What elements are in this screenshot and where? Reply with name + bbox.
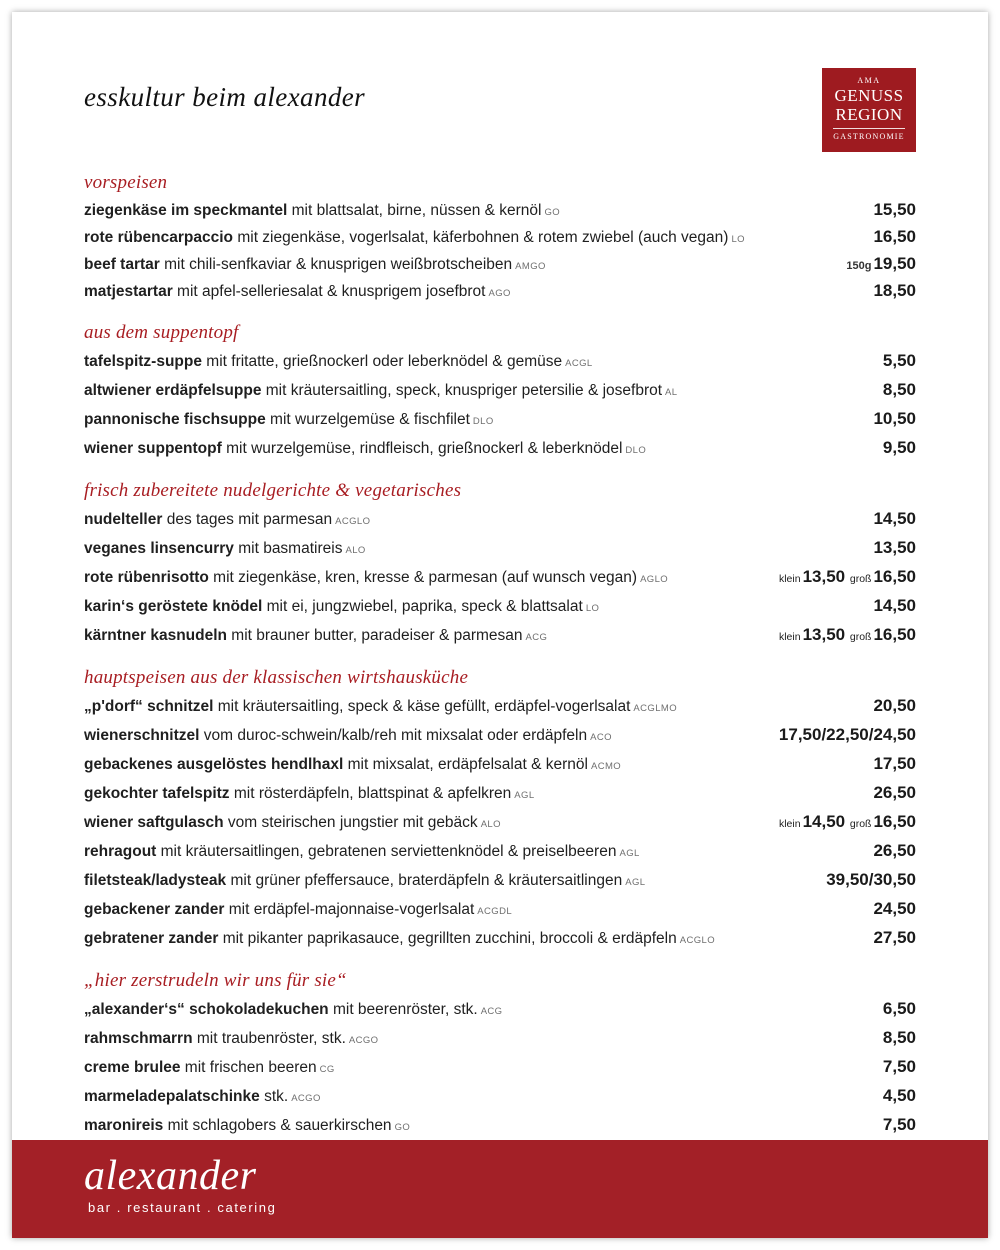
- menu-item-price: [769, 725, 916, 745]
- menu-item-price: [863, 538, 916, 558]
- menu-item-name: wiener suppentopf: [84, 440, 222, 457]
- menu-item-price: [873, 351, 916, 371]
- menu-item-detail: mit ei, jungzwiebel, paprika, speck & blattsalat: [262, 598, 583, 615]
- menu-item-detail: mit fritatte, grießnockerl oder leberknödel & gemüse: [201, 353, 563, 370]
- menu-item-detail: mit chili-senfkaviar & knusprigen weißbrotscheiben: [159, 256, 513, 273]
- menu-item: [84, 435, 916, 464]
- menu-item-detail: mit frischen beeren: [180, 1059, 317, 1076]
- menu-section: [84, 970, 916, 1141]
- price-value: 7,50: [882, 1115, 916, 1134]
- menu-header: [84, 60, 916, 156]
- price-value: 18,50: [873, 281, 916, 300]
- menu-section: [84, 322, 916, 464]
- menu-section: [84, 667, 916, 954]
- allergen-codes: AGL: [625, 877, 646, 888]
- allergen-codes: ACG: [480, 1006, 503, 1017]
- menu-item-name: rehragout: [84, 843, 157, 860]
- price-value: 20,50: [873, 696, 916, 715]
- menu-item: [84, 925, 916, 954]
- menu-item-price: [873, 1028, 916, 1048]
- price-value: 16,50: [873, 625, 916, 644]
- menu-item-detail: mit beerenröster, stk.: [328, 1001, 478, 1018]
- price-size-label: groß: [849, 573, 872, 585]
- menu-item-price: [863, 281, 916, 301]
- menu-item-detail: mit apfel-selleriesalat & knusprigem josefbrot: [172, 283, 486, 300]
- price-value: 16,50: [873, 812, 916, 831]
- menu-item-description: [84, 381, 873, 403]
- price-value: 13,50: [802, 567, 846, 586]
- menu-item-description: [84, 1058, 873, 1080]
- price-value: 14,50: [873, 509, 916, 528]
- section-title: „hier zerstrudeln wir uns für sie“: [84, 970, 347, 991]
- menu-item: [84, 622, 916, 651]
- menu-item-detail: mit schlagobers & sauerkirschen: [163, 1117, 392, 1134]
- menu-item-price: [863, 200, 916, 220]
- menu-item: [84, 593, 916, 622]
- menu-item: [84, 722, 916, 751]
- allergen-codes: ALO: [480, 819, 501, 830]
- allergen-codes: ACGDL: [477, 906, 513, 917]
- menu-item-name: rote rübencarpaccio: [84, 229, 234, 246]
- menu-item: [84, 867, 916, 896]
- allergen-codes: GO: [394, 1122, 411, 1133]
- menu-item-name: rote rübenrisotto: [84, 569, 209, 586]
- allergen-codes: AGO: [488, 288, 511, 299]
- menu-item-description: [84, 1000, 873, 1022]
- menu-item-name: veganes linsencurry: [84, 540, 234, 557]
- menu-item: [84, 279, 916, 306]
- menu-item-detail: mit blattsalat, birne, nüssen & kernöl: [287, 202, 542, 219]
- menu-item-price: [863, 509, 916, 529]
- menu-item-name: creme brulee: [84, 1059, 181, 1076]
- menu-item-name: wienerschnitzel: [84, 727, 200, 744]
- price-value: 26,50: [873, 841, 916, 860]
- menu-section: [84, 480, 916, 651]
- allergen-codes: AGLO: [640, 574, 669, 585]
- menu-item-description: [84, 510, 863, 532]
- menu-item-detail: des tages mit parmesan: [162, 511, 333, 528]
- price-value: 5,50: [882, 351, 916, 370]
- allergen-codes: CG: [319, 1064, 335, 1075]
- menu-item-price: [863, 783, 916, 803]
- menu-item: [84, 996, 916, 1025]
- menu-item: [84, 506, 916, 535]
- menu-item-detail: mit ziegenkäse, kren, kresse & parmesan (auf wunsch vegan): [208, 569, 638, 586]
- menu-item-description: [84, 539, 863, 561]
- menu-item: [84, 1054, 916, 1083]
- menu-item-description: [84, 697, 863, 719]
- brand-name: alexander: [84, 1153, 257, 1199]
- menu-item-price: [769, 567, 916, 589]
- menu-item-price: [863, 899, 916, 919]
- price-value: 8,50: [882, 1028, 916, 1047]
- menu-item-name: filetsteak/ladysteak: [84, 872, 227, 889]
- menu-item: [84, 225, 916, 252]
- menu-item: [84, 809, 916, 838]
- menu-item-name: altwiener erdäpfelsuppe: [84, 382, 262, 399]
- allergen-codes: ACO: [590, 732, 612, 743]
- price-value: 16,50: [873, 567, 916, 586]
- allergen-codes: AMGO: [515, 261, 546, 272]
- menu-item-name: pannonische fischsuppe: [84, 411, 266, 428]
- menu-item-description: [84, 439, 873, 461]
- price-value: 7,50: [882, 1057, 916, 1076]
- price-value: 6,50: [882, 999, 916, 1018]
- price-value: 13,50: [873, 538, 916, 557]
- menu-item-detail: mit kräutersaitlingen, gebratenen serviettenknödel & preiselbeeren: [156, 843, 617, 860]
- menu-item-name: matjestartar: [84, 283, 173, 300]
- menu-item-price: [863, 696, 916, 716]
- menu-item-detail: stk.: [259, 1088, 289, 1105]
- menu-item: [84, 406, 916, 435]
- price-value: 15,50: [873, 200, 916, 219]
- menu-item-name: ziegenkäse im speckmantel: [84, 202, 288, 219]
- menu-item-description: [84, 1029, 873, 1051]
- menu-item-description: [84, 726, 769, 748]
- allergen-codes: ACGL: [565, 358, 593, 369]
- menu-item-description: [84, 568, 769, 590]
- ama-genussregion-badge: [822, 68, 916, 152]
- menu-item-name: karin‘s geröstete knödel: [84, 598, 263, 615]
- section-title: hauptspeisen aus der klassischen wirtshausküche: [84, 667, 469, 688]
- menu-item-name: marmeladepalatschinke: [84, 1088, 260, 1105]
- menu-item-detail: mit erdäpfel-majonnaise-vogerlsalat: [224, 901, 475, 918]
- menu-item-description: [84, 228, 863, 250]
- price-value: 4,50: [882, 1086, 916, 1105]
- menu-item-price: [863, 754, 916, 774]
- menu-item-detail: mit mixsalat, erdäpfelsalat & kernöl: [343, 756, 588, 773]
- price-value: 13,50: [802, 625, 846, 644]
- price-value: 26,50: [873, 783, 916, 802]
- menu-item-name: tafelspitz-suppe: [84, 353, 202, 370]
- menu-item-name: gebackener zander: [84, 901, 225, 918]
- menu-item-price: [873, 1115, 916, 1135]
- menu-item-price: [836, 254, 916, 276]
- allergen-codes: ACGLMO: [633, 703, 677, 714]
- menu-item-price: [873, 1057, 916, 1077]
- menu-item-price: [863, 928, 916, 948]
- price-size-label: klein: [778, 631, 801, 643]
- price-value: 19,50: [873, 254, 916, 273]
- allergen-codes: ACMO: [590, 761, 622, 772]
- menu-item-detail: mit wurzelgemüse & fischfilet: [265, 411, 470, 428]
- menu-item-name: rahmschmarrn: [84, 1030, 193, 1047]
- menu-item-description: [84, 626, 769, 648]
- menu-item: [84, 564, 916, 593]
- menu-content: [12, 12, 988, 1141]
- menu-item: [84, 896, 916, 925]
- menu-item: [84, 1083, 916, 1112]
- menu-item-description: [84, 929, 863, 951]
- menu-item-price: [769, 625, 916, 647]
- price-value: 14,50: [802, 812, 846, 831]
- price-value: 9,50: [882, 438, 916, 457]
- price-value: 8,50: [882, 380, 916, 399]
- menu-item-description: [84, 900, 863, 922]
- menu-item-name: gebackenes ausgelöstes hendlhaxl: [84, 756, 344, 773]
- menu-item-detail: mit kräutersaitling, speck & käse gefüllt, erdäpfel-vogerlsalat: [213, 698, 631, 715]
- menu-item-name: beef tartar: [84, 256, 160, 273]
- menu-item: [84, 198, 916, 225]
- badge-line1: GENUSS: [834, 86, 904, 105]
- menu-item-description: [84, 597, 863, 619]
- menu-item: [84, 1025, 916, 1054]
- price-size-label: klein: [778, 818, 801, 830]
- menu-item-detail: vom steirischen jungstier mit gebäck: [223, 814, 478, 831]
- menu-item: [84, 1112, 916, 1141]
- allergen-codes: LO: [731, 234, 745, 245]
- allergen-codes: DLO: [472, 416, 494, 427]
- allergen-codes: ALO: [345, 545, 366, 556]
- menu-item: [84, 780, 916, 809]
- menu-item-price: [863, 227, 916, 247]
- menu-item-price: [863, 841, 916, 861]
- menu-item-price: [769, 812, 916, 834]
- menu-item-name: wiener saftgulasch: [84, 814, 224, 831]
- allergen-codes: ACGLO: [679, 935, 716, 946]
- menu-item-description: [84, 842, 863, 864]
- menu-item: [84, 838, 916, 867]
- allergen-codes: ACGO: [291, 1093, 321, 1104]
- price-size-label: klein: [778, 573, 801, 585]
- allergen-codes: AL: [665, 387, 678, 398]
- price-size-label: groß: [849, 818, 872, 830]
- menu-item: [84, 252, 916, 279]
- menu-item-price: [863, 596, 916, 616]
- menu-item-price: [873, 438, 916, 458]
- menu-item: [84, 377, 916, 406]
- price-value: 14,50: [873, 596, 916, 615]
- badge-top-label: AMA: [857, 76, 881, 85]
- menu-item-name: maronireis: [84, 1117, 164, 1134]
- price-value: 10,50: [873, 409, 916, 428]
- menu-item: [84, 535, 916, 564]
- menu-item-description: [84, 282, 863, 304]
- allergen-codes: LO: [585, 603, 600, 614]
- allergen-codes: ACGO: [348, 1035, 379, 1046]
- menu-item-name: „p'dorf“ schnitzel: [84, 698, 214, 715]
- menu-item-name: kärntner kasnudeln: [84, 627, 227, 644]
- menu-page: [12, 12, 988, 1238]
- price-value: 16,50: [873, 227, 916, 246]
- menu-item-detail: vom duroc-schwein/kalb/reh mit mixsalat oder erdäpfeln: [199, 727, 588, 744]
- menu-item: [84, 348, 916, 377]
- menu-item-description: [84, 813, 769, 835]
- allergen-codes: ACG: [525, 632, 548, 643]
- price-value: 17,50: [873, 754, 916, 773]
- allergen-codes: DLO: [625, 445, 647, 456]
- menu-item-detail: mit ziegenkäse, vogerlsalat, käferbohnen & rotem zwiebel (auch vegan): [233, 229, 729, 246]
- menu-item-description: [84, 410, 863, 432]
- price-value: 17,50/22,50/24,50: [778, 725, 916, 744]
- menu-item-name: „alexander‘s“ schokoladekuchen: [84, 1001, 329, 1018]
- menu-item-description: [84, 871, 816, 893]
- allergen-codes: AGL: [514, 790, 535, 801]
- allergen-codes: ACGLO: [335, 516, 371, 527]
- price-value: 24,50: [873, 899, 916, 918]
- menu-item-detail: mit pikanter paprikasauce, gegrillten zucchini, broccoli & erdäpfeln: [218, 930, 677, 947]
- menu-item-description: [84, 755, 863, 777]
- section-title: frisch zubereitete nudelgerichte & vegetarisches: [84, 480, 462, 501]
- menu-item-detail: mit grüner pfeffersauce, braterdäpfeln & kräutersaitlingen: [226, 872, 623, 889]
- badge-line2: REGION: [835, 105, 903, 124]
- menu-item-detail: mit kräutersaitling, speck, knuspriger petersilie & josefbrot: [261, 382, 663, 399]
- menu-item: [84, 693, 916, 722]
- allergen-codes: GO: [544, 207, 561, 218]
- menu-item-description: [84, 255, 836, 277]
- menu-item-detail: mit basmatireis: [233, 540, 343, 557]
- page-footer: [12, 1140, 988, 1238]
- menu-item-price: [873, 380, 916, 400]
- badge-bottom-label: GASTRONOMIE: [833, 128, 904, 141]
- menu-item-description: [84, 1087, 873, 1109]
- brand-tagline: bar . restaurant . catering: [88, 1200, 277, 1215]
- menu-item-detail: mit traubenröster, stk.: [192, 1030, 346, 1047]
- menu-item: [84, 751, 916, 780]
- menu-item-price: [873, 1086, 916, 1106]
- menu-item-detail: mit rösterdäpfeln, blattspinat & apfelkren: [229, 785, 512, 802]
- menu-item-description: [84, 1116, 873, 1138]
- menu-item-name: gebratener zander: [84, 930, 219, 947]
- page-title: esskultur beim alexander: [84, 82, 366, 112]
- menu-item-detail: mit wurzelgemüse, rindfleisch, grießnockerl & leberknödel: [221, 440, 623, 457]
- menu-item-name: gekochter tafelspitz: [84, 785, 230, 802]
- menu-item-detail: mit brauner butter, paradeiser & parmesan: [227, 627, 523, 644]
- menu-item-description: [84, 201, 863, 223]
- section-title: aus dem suppentopf: [84, 322, 239, 343]
- menu-item-price: [873, 999, 916, 1019]
- price-value: 27,50: [873, 928, 916, 947]
- menu-item-price: [863, 409, 916, 429]
- menu-item-name: nudelteller: [84, 511, 163, 528]
- menu-section: [84, 172, 916, 306]
- menu-item-description: [84, 784, 863, 806]
- menu-item-price: [816, 870, 916, 890]
- brand-logo: [84, 1154, 276, 1215]
- menu-sections: [84, 172, 916, 1141]
- section-title: vorspeisen: [84, 172, 168, 193]
- allergen-codes: AGL: [619, 848, 640, 859]
- price-size-label: groß: [849, 631, 872, 643]
- menu-item-description: [84, 352, 873, 374]
- price-value: 39,50/30,50: [826, 870, 916, 889]
- portion-note: 150g: [846, 260, 872, 272]
